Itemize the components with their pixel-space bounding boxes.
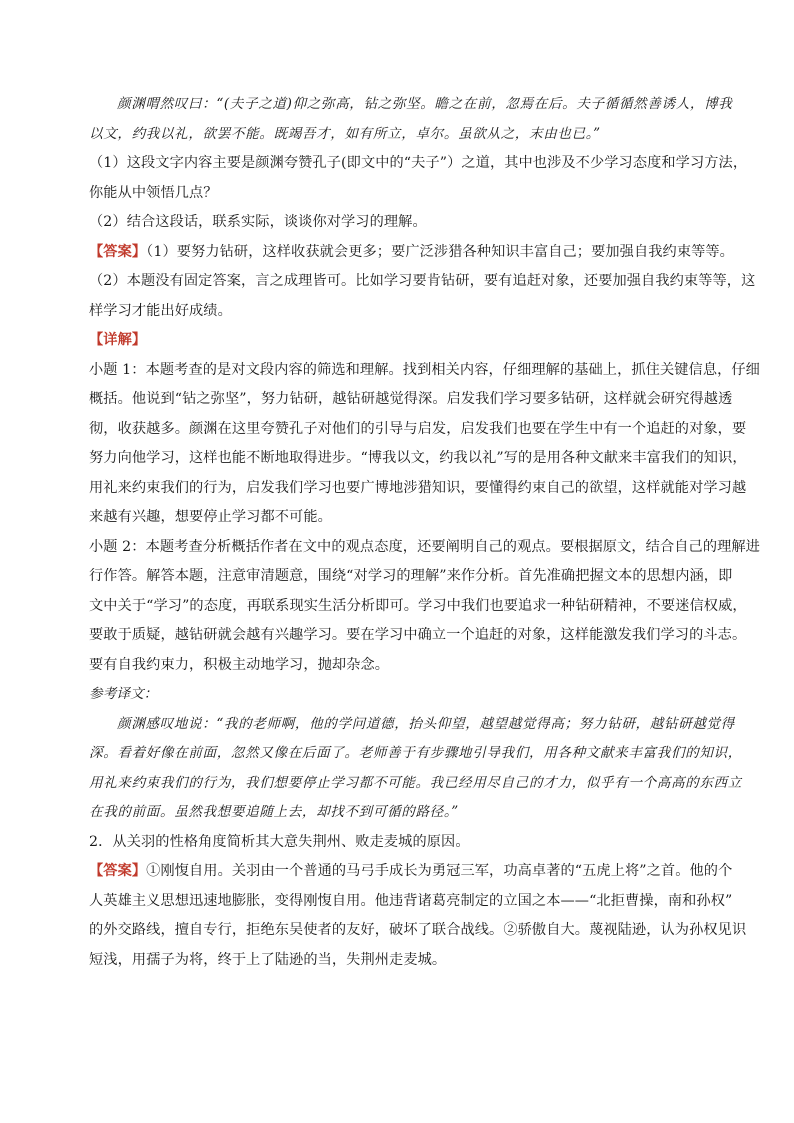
translation-line: 深。看着好像在前面，忽然又像在后面了。老师善于有步骤地引导我们，用各种文献来丰富我们的知识，: [89, 745, 742, 761]
passage-line: 颜渊喟然叹曰：“(夫子之道)仰之弥高，钻之弥坚。瞻之在前，忽焉在后。夫子循循然善诱人，博我: [117, 96, 733, 112]
detail-line: 来越有兴趣，想要停止学习都不可能。: [89, 509, 332, 525]
detail-line: 小题 1：本题考查的是对文段内容的筛选和理解。找到相关内容，仔细理解的基础上，抓住关键信息，仔细: [89, 361, 760, 378]
answer-1: （1）要努力钻研，这样收获就会更多；要广泛涉猎各种知识丰富自己；要加强自我约束等等。: [146, 243, 734, 260]
detail-line: 小题 2：本题考查分析概括作者在文中的观点态度，还要阐明自己的观点。要根据原文，结合自己的理解进: [89, 538, 760, 555]
translation-line: 颜渊感叹地说：“我的老师啊，他的学问道德，抬头仰望，越望越觉得高；努力钻研，越钻研越觉得: [117, 715, 735, 732]
detail-line: 行作答。解答本题，注意审清题意，围绕“对学习的理解”来作分析。首先准确把握文本的思想内涵，即: [89, 568, 733, 584]
q2-answer-line: 短浅，用孺子为将，终于上了陆逊的当，失荆州走麦城。: [89, 951, 447, 968]
q2-answer-line: 的外交路线，擅自专行，拒绝东吴使者的友好，破坏了联合战线。②骄傲自大。蔑视陆逊，认为孙权见识: [89, 922, 747, 938]
question-1-cont: 你能从中领悟几点？: [89, 184, 218, 201]
translation-line: 用礼来约束我们的行为，我们想要停止学习都不可能。我已经用尽自己的才力，似乎有一个高高的东西立: [89, 774, 742, 791]
q2-answer-line: [89, 857, 733, 887]
answer-2: （2）本题没有固定答案，言之成理皆可。比如学习要肯钻研，要有追赶对象，还要加强自我约束等等，这: [89, 273, 756, 289]
answer-line: [89, 238, 734, 268]
detail-line: 要有自我约束力，积极主动地学习，抛却杂念。: [89, 656, 390, 673]
detail-line: 彻，收获越多。颜渊在这里夸赞孔子对他们的引导与启发，启发我们也要在学生中有一个追赶的对象，要: [89, 420, 747, 437]
question-1: （1）这段文字内容主要是颜渊夸赞孔子(即文中的“夫子”）之道，其中也涉及不少学习态度和学习方法，: [89, 155, 748, 171]
q2-answer-line: 人英雄主义思想迅速地膨胀，变得刚愎自用。他违背诸葛亮制定的立国之本——“北拒曹操，南和孙权”: [89, 892, 733, 909]
question-2-heading: 2．从关羽的性格角度简析其大意失荆州、败走麦城的原因。: [89, 833, 470, 850]
document-body: [89, 90, 760, 975]
detail-line: 概括。他说到“钻之弥坚”，努力钻研，越钻研越觉得深。启发我们学习要多钻研，这样就会研究得越透: [89, 391, 733, 407]
question-2: （2）结合这段话，联系实际，谈谈你对学习的理解。: [89, 214, 427, 230]
detail-line: 文中关于“学习”的态度，再联系现实生活分析即可。学习中我们也要追求一种钻研精神，不要迷信权威，: [89, 597, 747, 614]
detail-line: 要敢于质疑，越钻研就会越有兴趣学习。要在学习中确立一个追赶的对象，这样能激发我们学习的斗志。: [89, 627, 747, 643]
detail-line: 用礼来约束我们的行为，启发我们学习也要广博地涉猎知识，要懂得约束自己的欲望，这样就能对学习越: [89, 479, 747, 496]
detail-line: 努力向他学习，这样也能不断地取得进步。“博我以文，约我以礼”写的是用各种文献来丰富我们的知识，: [89, 450, 747, 466]
answer-2-cont: 样学习才能出好成绩。: [89, 302, 232, 319]
passage-line: 以文，约我以礼，欲罢不能。既竭吾才，如有所立，卓尔。虽欲从之，末由也已。”: [89, 125, 601, 142]
q2-answer-tag: 【答案】: [89, 863, 147, 879]
translation-line: 在我的前面。虽然我想要追随上去，却找不到可循的路径。”: [89, 804, 459, 820]
q2-answer-text: ①刚愎自用。关羽由一个普通的马弓手成长为勇冠三军，功高卓著的“五虎上将”之首。他的个: [146, 863, 733, 879]
answer-tag: 【答案】: [89, 243, 147, 260]
detail-heading: [89, 326, 709, 356]
translation-label: 参考译文：: [89, 686, 158, 702]
detail-tag: 【详解】: [89, 332, 147, 348]
